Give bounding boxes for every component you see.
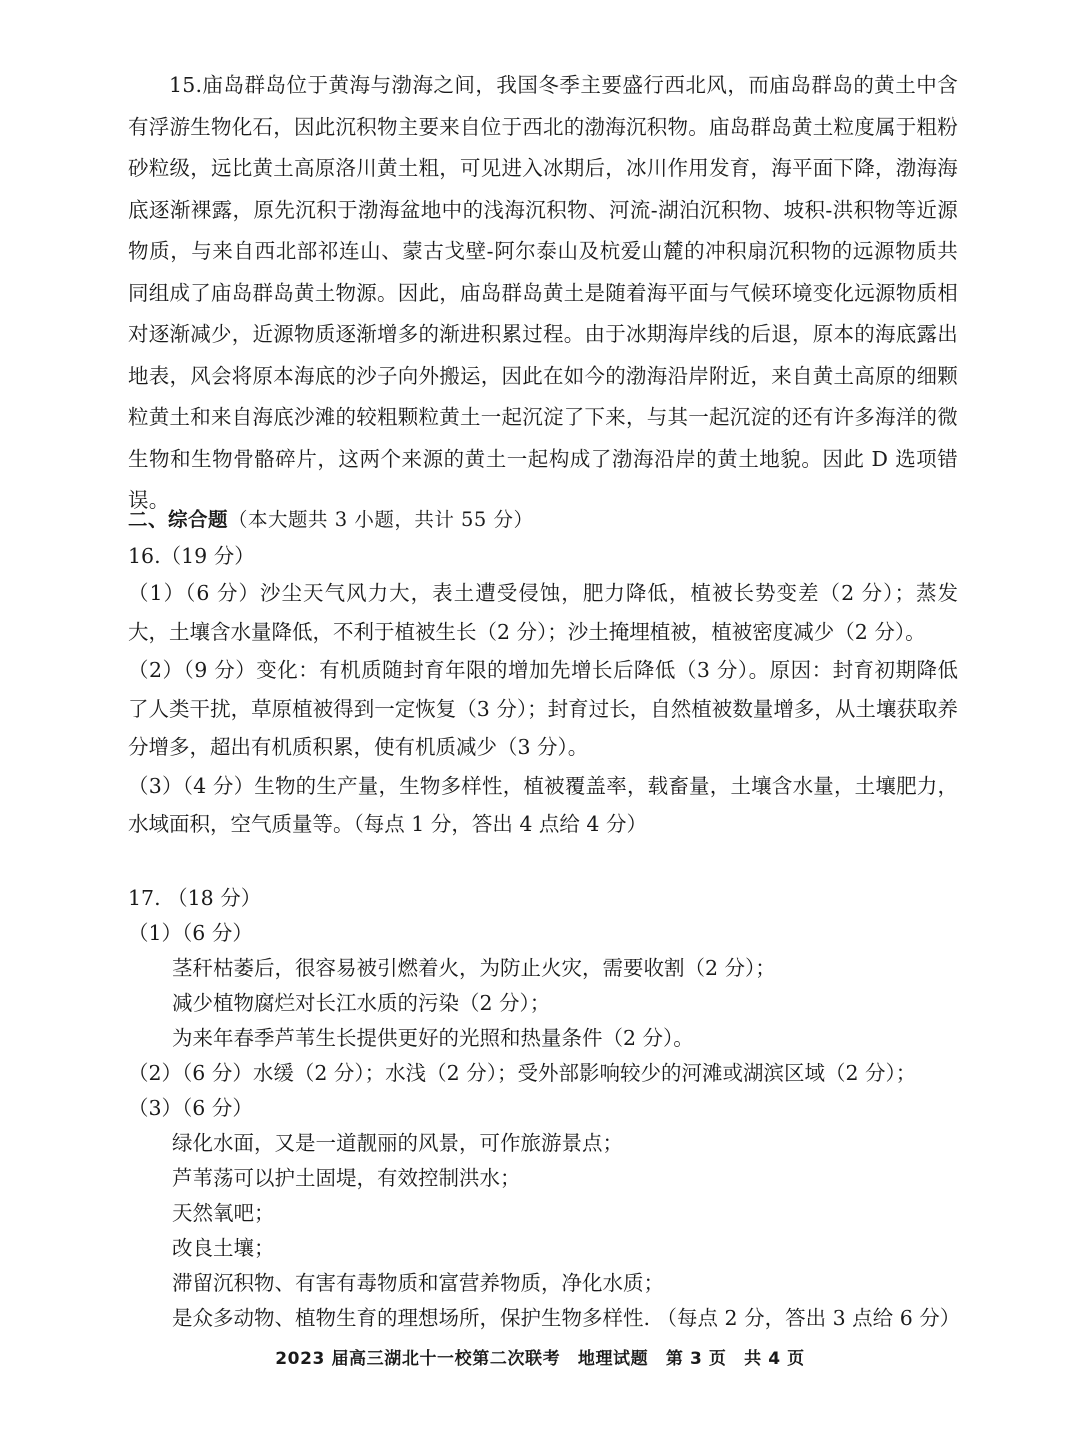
- question-17-part-3-line: 改良土壤；: [172, 1236, 275, 1260]
- section-heading: [128, 502, 534, 538]
- question-16-part-1: （1）（6 分）沙尘天气风力大，表土遭受侵蚀，肥力降低，植被长势变差（2 分）；蒸发大，土壤含水量降低，不利于植被生长（2 分）；沙土掩埋植被，植被密度减少（2 分）。: [128, 581, 958, 644]
- question-17-part-2: （2）（6 分）水缓（2 分）；水浅（2 分）；受外部影响较少的河滩或湖滨区域（2 分）；: [128, 1061, 917, 1085]
- page-footer: 2023 届高三湖北十一校第二次联考 地理试题 第 3 页 共 4 页: [275, 1349, 805, 1369]
- question-16-answers: [128, 574, 958, 844]
- question-17-part-1-line: 茎秆枯萎后，很容易被引燃着火，为防止火灾，需要收割（2 分）；: [172, 956, 776, 980]
- question-17-part-3-line: 滞留沉积物、有害有毒物质和富营养物质，净化水质；: [172, 1271, 664, 1295]
- question-17-part-3-line: 芦苇荡可以护土固堤，有效控制洪水；: [172, 1166, 521, 1190]
- question-17-part-3-line: 是众多动物、植物生育的理想场所，保护生物多样性. （每点 2 分，答出 3 点给 6 分）: [172, 1306, 961, 1330]
- section-note: （本大题共 3 小题，共计 55 分）: [228, 508, 534, 531]
- question-17-part-3-label: （3）（6 分）: [128, 1096, 253, 1120]
- question-17-part-3-line: 绿化水面，又是一道靓丽的风景，可作旅游景点；: [172, 1131, 623, 1155]
- section-title: 二、综合题: [128, 508, 229, 531]
- question-17-part-1-label: （1）（6 分）: [128, 921, 253, 945]
- question-17-header: 17. （18 分）: [128, 886, 262, 910]
- question-17-part-1-line: 减少植物腐烂对长江水质的污染（2 分）；: [172, 991, 551, 1015]
- question-16-part-3: （3）（4 分）生物的生产量，生物多样性，植被覆盖率，载畜量，土壤含水量，土壤肥力，水域面积，空气质量等。（每点 1 分，答出 4 点给 4 分）: [128, 773, 958, 836]
- question-16-header: 16.（19 分）: [128, 544, 255, 568]
- question-17-part-3-line: 天然氧吧；: [172, 1201, 275, 1225]
- question-15-explanation: [128, 65, 958, 522]
- question-15-text: 15.庙岛群岛位于黄海与渤海之间，我国冬季主要盛行西北风，而庙岛群岛的黄土中含有浮游生物化石，因此沉积物主要来自位于西北的渤海沉积物。庙岛群岛黄土粒度属于粗粉砂粒级，远比黄土高原洛川黄土粗，可见进入冰期后，冰川作用发育，海平面下降，渤海海底逐渐裸露，原先沉积于渤海盆地中的浅海沉积物、河流-湖泊沉积物、坡积-洪积物等近源物质，与来自西北部祁连山、蒙古戈壁-阿尔泰山及杭爱山麓的冲积扇沉积物的远源物质共同组成了庙岛群岛黄土物源。因此，庙岛群岛黄土是随着海平面与气候环境变化远源物质相对逐渐减少，近源物质逐渐增多的渐进积累过程。由于冰期海岸线的后退，原本的海底露出地表，风会将原本海底的沙子向外搬运，因此在如今的渤海沿岸附近，来自黄土高原的细颗粒黄土和来自海底沙滩的较粗颗粒黄土一起沉淀了下来，与其一起沉淀的还有许多海洋的微生物和生物骨骼碎片，这两个来源的黄土一起构成了渤海沿岸的黄土地貌。因此 D 选项错误。: [128, 73, 958, 512]
- question-17-part-1-line: 为来年春季芦苇生长提供更好的光照和热量条件（2 分）。: [172, 1026, 694, 1050]
- question-16-part-2: （2）（9 分）变化：有机质随封育年限的增加先增长后降低（3 分）。原因：封育初期降低了人类干扰，草原植被得到一定恢复（3 分）；封育过长，自然植被数量增多，从土壤获取养分增多，超出有机质积累，使有机质减少（3 分）。: [128, 658, 958, 759]
